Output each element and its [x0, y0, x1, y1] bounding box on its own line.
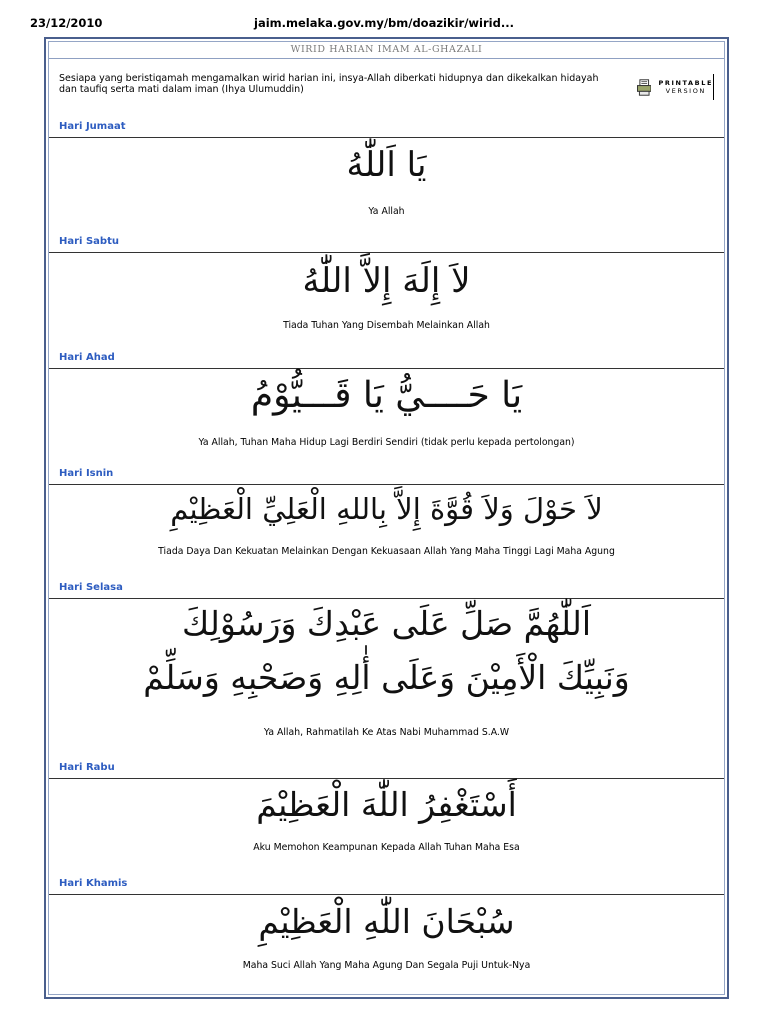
translation-rabu: Aku Memohon Keampunan Kepada Allah Tuhan Maha Esa — [253, 842, 520, 853]
arabic-text-isnin: لاَ حَوْلَ وَلاَ قُوَّةَ إِلاَّ بِاللهِ الْعَلِيِّ الْعَظِيْمِ — [170, 492, 603, 526]
section-selasa — [49, 578, 724, 756]
divider — [49, 894, 724, 895]
translation-ahad: Ya Allah, Tuhan Maha Hidup Lagi Berdiri Sendiri (tidak perlu kepada pertolongan) — [198, 437, 575, 448]
divider — [49, 484, 724, 485]
translation-jumaat: Ya Allah — [368, 206, 405, 217]
page-title: WIRID HARIAN IMAM AL-GHAZALI — [49, 42, 724, 59]
section-khamis — [49, 874, 724, 989]
printable-version-button[interactable] — [637, 74, 714, 100]
print-url: jaim.melaka.gov.my/bm/doazikir/wirid... — [254, 16, 514, 30]
arabic-text-jumaat: يَا اَللّٰهُ — [346, 145, 427, 185]
arabic-text-selasa-line2: وَنَبِيِّكَ الْأَمِيْنَ وَعَلَى أٰلِهِ وَصَحْبِهِ وَسَلِّمْ — [143, 658, 630, 697]
divider — [49, 778, 724, 779]
divider — [49, 137, 724, 138]
divider — [49, 598, 724, 599]
section-sabtu — [49, 232, 724, 344]
translation-isnin: Tiada Daya Dan Kekuatan Melainkan Dengan Kekuasaan Allah Yang Maha Tinggi Lagi Maha Agung — [158, 546, 615, 557]
day-label-isnin[interactable]: Hari Isnin — [59, 468, 114, 479]
day-label-jumaat[interactable]: Hari Jumaat — [59, 121, 126, 132]
content-inner — [48, 41, 725, 995]
section-rabu — [49, 758, 724, 870]
day-label-selasa[interactable]: Hari Selasa — [59, 582, 123, 593]
arabic-text-ahad: يَا حَــــيُّ يَا قَـــيُّوْمُ — [250, 375, 523, 416]
day-label-rabu[interactable]: Hari Rabu — [59, 762, 115, 773]
intro-text — [49, 59, 724, 107]
translation-khamis: Maha Suci Allah Yang Maha Agung Dan Segala Puji Untuk-Nya — [242, 960, 531, 971]
section-jumaat — [49, 117, 724, 228]
printable-line1: PRINTABLE — [658, 79, 713, 87]
arabic-text-rabu: أَسْتَغْفِرُ اللّٰهَ الْعَظِيْمَ — [256, 785, 517, 824]
arabic-text-sabtu: لاَ إِلَهَ إِلاَّ اللّٰهُ — [302, 261, 471, 301]
print-date: 23/12/2010 — [30, 16, 103, 30]
translation-sabtu: Tiada Tuhan Yang Disembah Melainkan Allah — [283, 320, 490, 331]
day-label-ahad[interactable]: Hari Ahad — [59, 352, 115, 363]
printer-icon — [637, 79, 651, 96]
printable-line2: VERSION — [665, 87, 706, 95]
day-label-sabtu[interactable]: Hari Sabtu — [59, 236, 119, 247]
print-header — [30, 10, 738, 30]
translation-selasa: Ya Allah, Rahmatilah Ke Atas Nabi Muhammad S.A.W — [263, 727, 510, 738]
printable-label — [658, 79, 713, 95]
section-isnin — [49, 464, 724, 576]
section-ahad — [49, 348, 724, 460]
intro-paragraph: Sesiapa yang beristiqamah mengamalkan wirid harian ini, insya-Allah diberkati hidupnya dan dikekalkan hidayah dan taufiq serta mati dalam iman (Ihya Ulumuddin) — [59, 73, 599, 95]
divider — [49, 252, 724, 253]
arabic-text-khamis: سُبْحَانَ اللّٰهِ الْعَظِيْمِ — [258, 902, 515, 941]
content-frame — [44, 37, 729, 999]
arabic-text-selasa-line1: اَللّٰهُمَّ صَلِّ عَلَى عَبْدِكَ وَرَسُوْلِكَ — [181, 604, 592, 643]
day-label-khamis[interactable]: Hari Khamis — [59, 878, 128, 889]
divider — [49, 368, 724, 369]
